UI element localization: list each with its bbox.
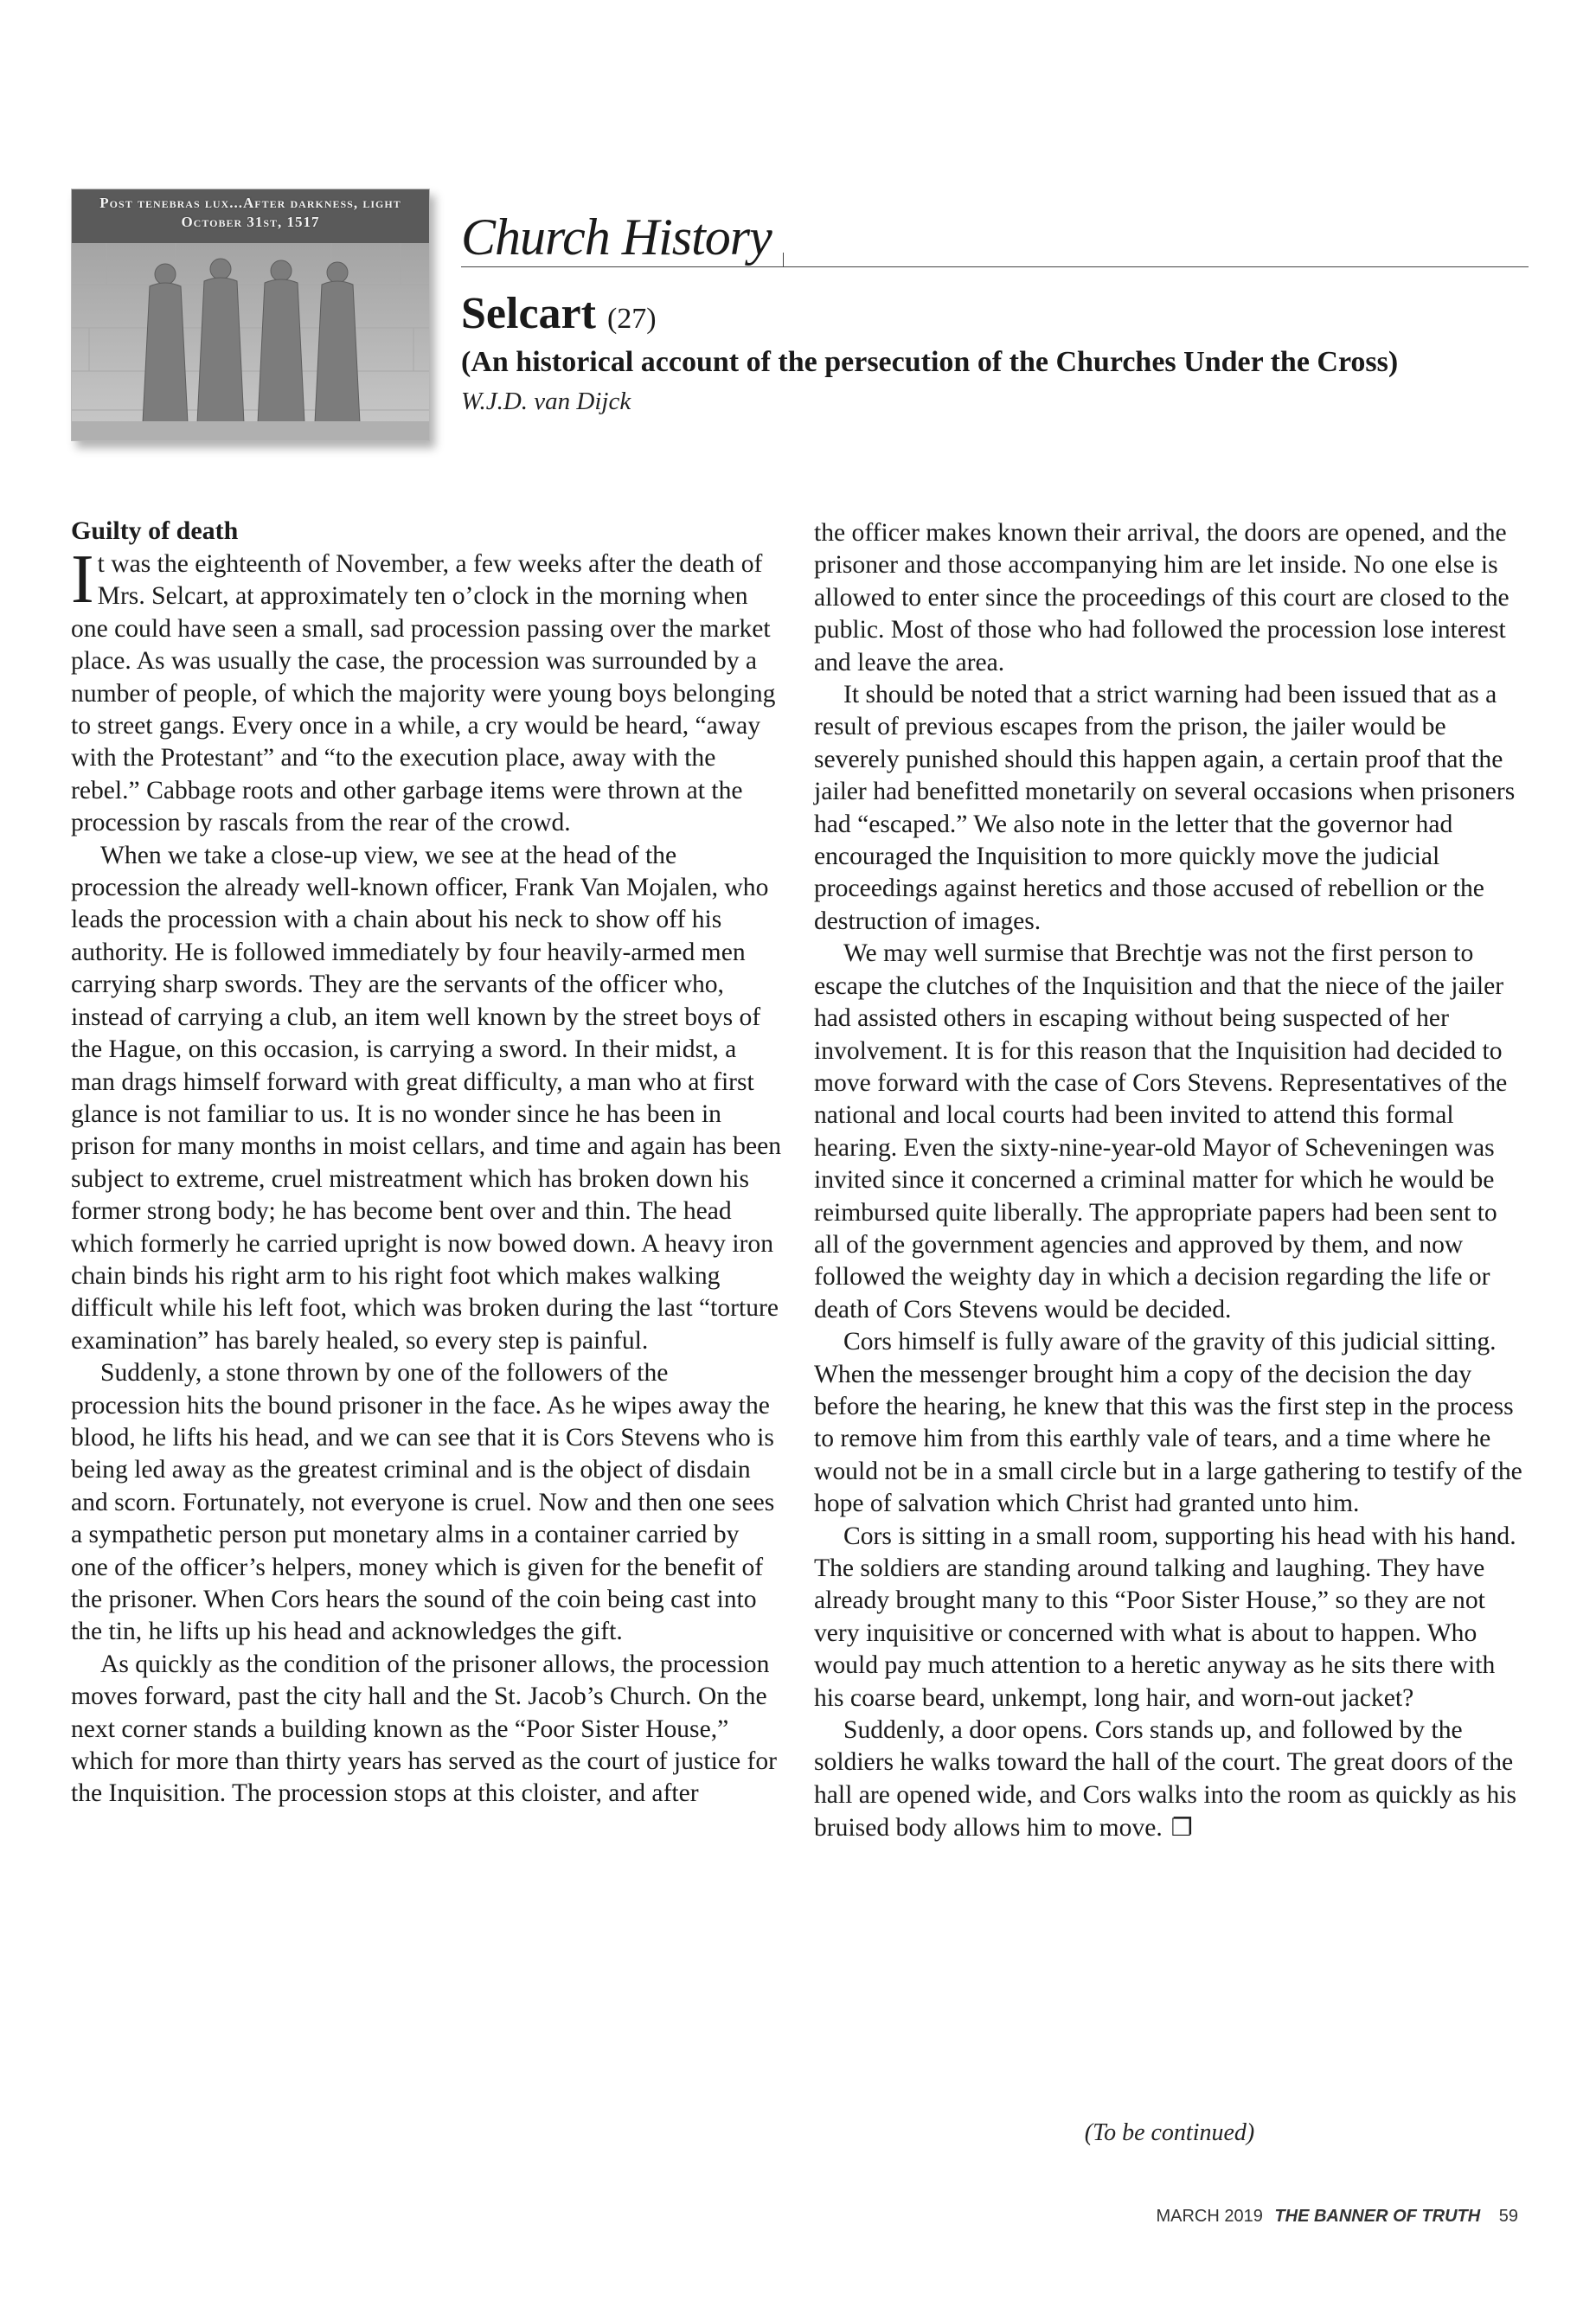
footer-magazine-name: THE BANNER OF TRUTH xyxy=(1274,2207,1481,2226)
body-paragraph: Cors himself is fully aware of the gravity of this judicial sitting. When the messenger brought him a copy of the decision the day before the hearing, he knew that this was the first step in the process to remove him from this earthly vale of tears, and a time where he would not be in a small circle but in a large gathering to testify of the hope of salvation which Christ had granted unto him. xyxy=(814,1328,1522,1518)
to-be-continued: (To be continued) xyxy=(1084,2119,1255,2146)
image-caption-motto: Post tenebras lux...After darkness, light xyxy=(99,195,401,211)
drop-cap: I xyxy=(71,542,94,618)
section-heading: Guilty of death xyxy=(71,516,239,545)
body-paragraph: It was the eighteenth of November, a few weeks after the death of Mrs. Selcart, at approximately ten o’clock in the morning when one could have seen a small, sad procession passing over the market place. As was usually the case, the procession was surrounded by a number of people, of which the majority were young boys belonging to street gangs. Every once in a while, a cry would be heard, “away with the Protestant” and “to the execution place, away with the rebel.” Cabbage roots and other garbage items were thrown at the procession by rascals from the rear of the crowd. xyxy=(71,542,776,837)
body-paragraph: Cors is sitting in a small room, supporting his head with his hand. The soldiers are standing around talking and laughing. They have already brought many to this “Poor Sister House,” so they are not very inquisitive or concerned with what is about to happen. Who would pay much attention to a heretic anyway as he sits there with his coarse beard, unkempt, long hair, and worn-out jacket? xyxy=(814,1522,1516,1712)
title-divider-notch xyxy=(783,253,784,267)
body-paragraph: Suddenly, a door opens. Cors stands up, and followed by the soldiers he walks toward the hall of the court. The great doors of the hall are opened wide, and Cors walks into the room as quickly as his bruised body allows him to move. ❐ xyxy=(814,1716,1517,1843)
article-subtitle: (An historical account of the persecution of the Churches Under the Cross) xyxy=(461,346,1399,378)
title-divider xyxy=(461,266,1529,267)
body-paragraph: As quickly as the condition of the prisoner allows, the procession moves forward, past the city hall and the St. Jacob’s Church. On the next corner stands a building known as the “Poor Sister House,” which for more than thirty years has served as the court of justice for the Inquisition. The procession stops at this cloister, and after xyxy=(71,1650,778,1808)
article-number: (27) xyxy=(606,303,657,335)
page-footer xyxy=(1156,2207,1518,2227)
article-author: W.J.D. van Dijck xyxy=(461,388,631,415)
end-mark-icon: ❐ xyxy=(1170,1813,1193,1843)
left-column xyxy=(71,517,782,1811)
body-paragraph: It should be noted that a strict warning had been issued that as a result of previous escapes from the prison, the jailer would be severely punished should this happen again, a certain proof that the jailer had benefitted monetarily on several occasions when prisoners had “escaped.” We also note in the letter that the governor had encouraged the Inquisition to more quickly move the judicial proceedings against heretics and those accused of rebellion or the destruction of images. xyxy=(814,681,1516,935)
page-number: 59 xyxy=(1498,2207,1518,2226)
reformation-wall-photo xyxy=(71,189,430,441)
body-paragraph: We may well surmise that Brechtje was not the first person to escape the clutches of the Inquisition and that the niece of the jailer had assisted others in escaping without being suspected of her involvement. It is for this reason that the Inquisition had decided to move forward with the case of Cors Stevens. Representatives of the national and local courts had been invited to attend this formal hearing. Even the sixty-nine-year-old Mayor of Scheveningen was invited since it concerned a criminal matter for which he would be reimbursed quite liberally. The appropriate papers had been sent to all of the government agencies and approved by them, and now followed the weighty day in which a decision regarding the life or death of Cors Stevens would be decided. xyxy=(814,939,1508,1324)
article-title xyxy=(461,288,657,339)
body-paragraph: the officer makes known their arrival, the doors are opened, and the prisoner and those accompanying him are let inside. No one else is allowed to enter since the proceedings of this court are closed to the public. Most of those who had followed the procession lose interest and leave the area. xyxy=(814,519,1509,676)
body-paragraph: Suddenly, a stone thrown by one of the followers of the procession hits the bound prisoner in the face. As he wipes away the blood, he lifts his head, and we can see that it is Cors Stevens who is being led away as the greatest criminal and is the object of disdain and scorn. Fortunately, not everyone is cruel. Now and then one sees a sympathetic person put monetary alms in a container carried by one of the officer’s helpers, money which is given for the benefit of the prisoner. When Cors hears the sound of the coin being cast into the tin, he lifts up his head and acknowledges the gift. xyxy=(71,1359,775,1646)
image-caption-date: October 31st, 1517 xyxy=(181,214,320,230)
article-title-text: Selcart xyxy=(461,289,596,338)
right-column xyxy=(814,517,1525,1845)
section-title: Church History xyxy=(461,208,772,266)
body-paragraph: When we take a close-up view, we see at the head of the procession the already well-known officer, Frank Van Mojalen, who leads the procession with a chain about his neck to show off his authority. He is followed immediately by four heavily-armed men carrying sharp swords. They are the servants of the officer who, instead of carrying a club, an item well known by the street boys of the Hague, on this occasion, is carrying a sword. In their midst, a man drags himself forward with great difficulty, a man who at first glance is not familiar to us. It is no wonder since he has been in prison for many months in moist cellars, and time and again has been subject to extreme, cruel mistreatment which has broken down his former strong body; he has become bent over and thin. The head which formerly he carried upright is now bowed down. A heavy iron chain binds his right arm to his right foot which makes walking difficult while his left foot, which was broken during the last “torture examination” has barely healed, so every step is painful. xyxy=(71,841,782,1355)
footer-date: MARCH 2019 xyxy=(1156,2207,1263,2226)
